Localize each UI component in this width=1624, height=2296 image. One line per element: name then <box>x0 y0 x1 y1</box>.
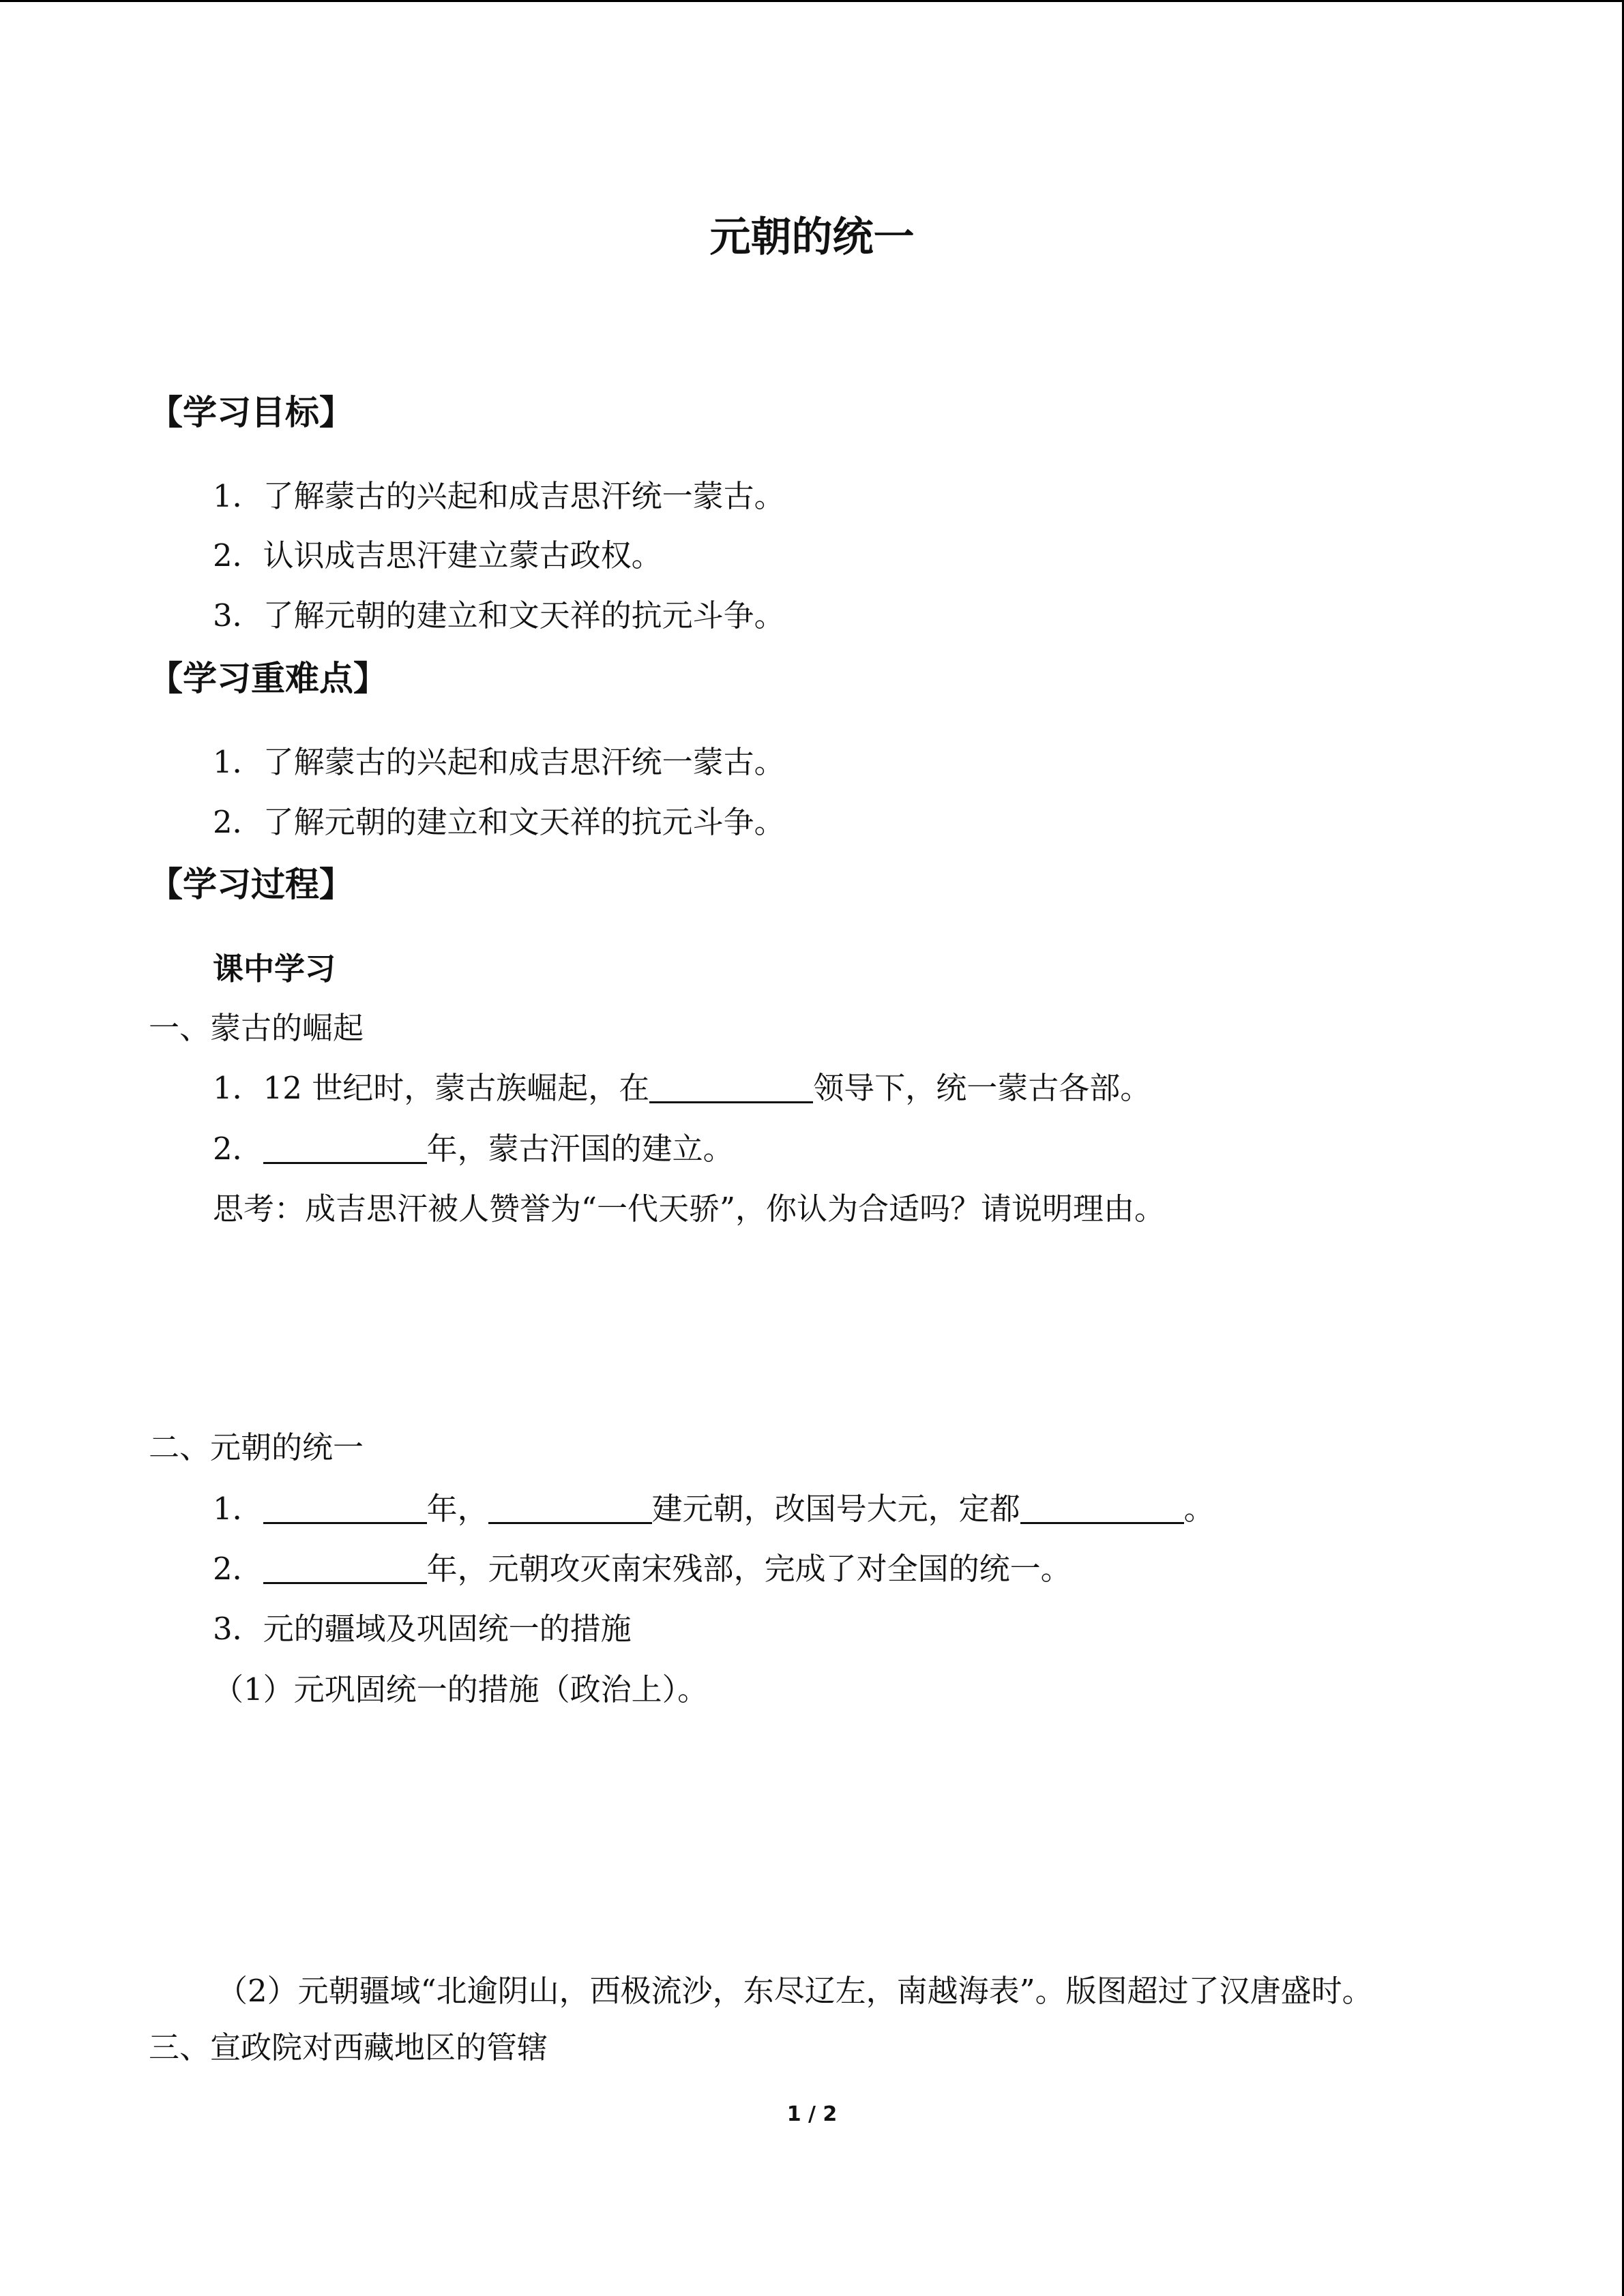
goal-item-1: 1．了解蒙古的兴起和成吉思汗统一蒙古。 <box>213 478 785 514</box>
fill-blank[interactable] <box>1020 1493 1184 1524</box>
page-number: 1 / 2 <box>786 2102 838 2126</box>
part2-q2-prefix: 2． <box>213 1551 263 1587</box>
part2-q1-prefix: 1． <box>213 1491 263 1527</box>
part1-q2-prefix: 2． <box>213 1131 263 1167</box>
fill-blank[interactable] <box>488 1493 652 1524</box>
fill-blank[interactable] <box>263 1493 427 1524</box>
key-point-item-1: 1．了解蒙古的兴起和成吉思汗统一蒙古。 <box>213 744 785 780</box>
page-border-top <box>0 0 1624 2</box>
fill-blank[interactable] <box>263 1553 427 1584</box>
goal-item-2: 2．认识成吉思汗建立蒙古政权。 <box>213 537 662 573</box>
heading-key-points: 【学习重难点】 <box>149 659 387 698</box>
part3-title: 三、宣政院对西藏地区的管辖 <box>149 2029 548 2066</box>
part2-q2-suffix: 年，元朝攻灭南宋残部，完成了对全国的统一。 <box>426 1551 1072 1587</box>
part2-title: 二、元朝的统一 <box>149 1429 364 1465</box>
part2-question-3-2: （2）元朝疆域“北逾阴山，西极流沙，东尽辽左，南越海表”。版图超过了汉唐盛时。 <box>217 1973 1373 2009</box>
goal-item-3: 3．了解元朝的建立和文天祥的抗元斗争。 <box>213 597 785 633</box>
part1-think: 思考：成吉思汗被人赞誉为“一代天骄”，你认为合适吗？请说明理由。 <box>213 1191 1166 1227</box>
part1-q1-prefix: 1．12 世纪时，蒙古族崛起，在 <box>213 1070 650 1106</box>
part2-question-1 <box>213 1491 1215 1527</box>
heading-learning-goals: 【学习目标】 <box>149 393 353 432</box>
part1-title: 一、蒙古的崛起 <box>149 1010 364 1046</box>
subheading-in-class: 课中学习 <box>213 951 336 987</box>
key-point-item-2: 2．了解元朝的建立和文天祥的抗元斗争。 <box>213 804 785 840</box>
fill-blank[interactable] <box>649 1073 813 1103</box>
part1-q1-suffix: 领导下，统一蒙古各部。 <box>813 1070 1151 1106</box>
part1-question-2 <box>213 1131 734 1167</box>
part2-q1-mid1: 年， <box>426 1491 488 1527</box>
part2-q1-mid2: 建元朝，改国号大元，定都 <box>651 1491 1020 1527</box>
page-title: 元朝的统一 <box>709 213 915 261</box>
part2-q1-suffix: 。 <box>1183 1491 1215 1527</box>
fill-blank[interactable] <box>263 1133 427 1164</box>
part2-question-3-1: （1）元巩固统一的措施（政治上）。 <box>213 1671 709 1708</box>
part2-question-3: 3．元的疆域及巩固统一的措施 <box>213 1611 632 1647</box>
part2-question-2 <box>213 1551 1072 1587</box>
heading-learning-process: 【学习过程】 <box>149 865 353 904</box>
part1-question-1 <box>213 1070 1151 1106</box>
part1-q2-suffix: 年，蒙古汗国的建立。 <box>426 1131 734 1167</box>
